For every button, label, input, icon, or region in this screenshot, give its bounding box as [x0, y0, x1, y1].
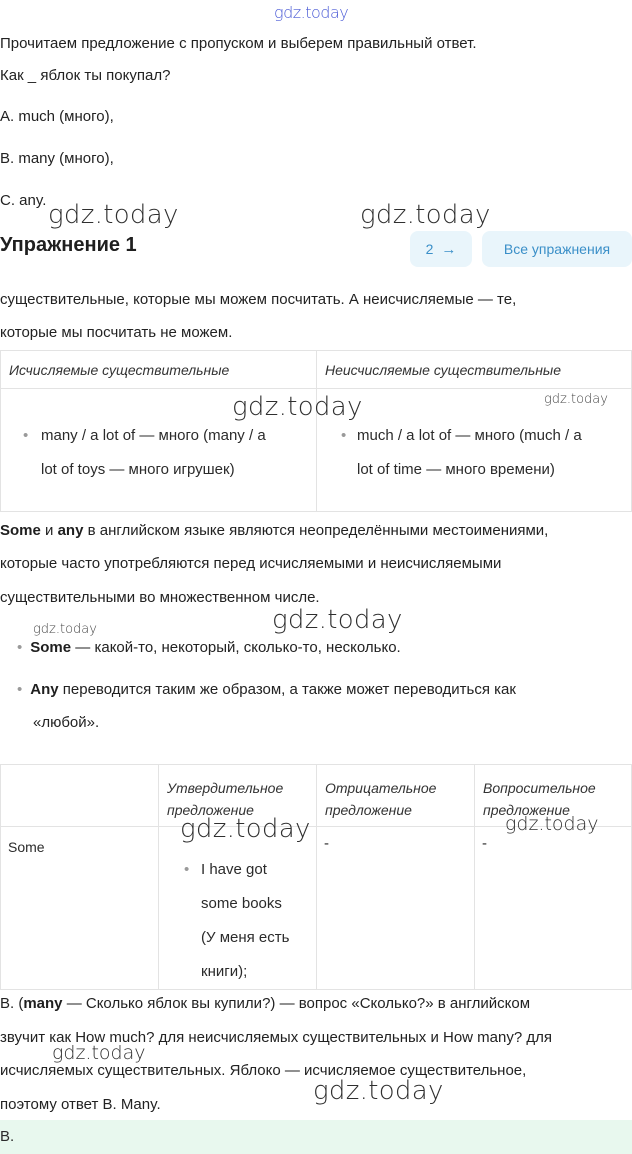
cell-text: many / a lot of — много (many / a — [41, 427, 266, 444]
watermark-small: gdz.today — [544, 392, 608, 407]
table-cell: - — [317, 827, 475, 990]
watermark: gdz.today — [505, 813, 599, 835]
table-cell: • I have got some books (У меня есть книги); — [159, 827, 317, 990]
arrow-right-icon: → — [441, 240, 457, 258]
paragraph-line: существительные, которые мы можем посчитать. А неисчисляемые — те, — [0, 291, 517, 308]
table-header-cell: Отрицательное предложение — [317, 765, 475, 827]
bullet-icon: • — [184, 861, 190, 878]
cell-text: much / a lot of — много (much / a — [357, 427, 582, 444]
bullet-icon: • — [23, 427, 29, 444]
paragraph-line: звучит как How much? для неисчисляемых существительных и How many? для — [0, 1029, 552, 1046]
watermark: gdz.today — [272, 605, 403, 635]
answer-text: B. — [0, 1128, 15, 1145]
list-item-line: «любой». — [33, 714, 100, 731]
paragraph-line: существительными во множественном числе. — [0, 589, 320, 606]
paragraph-line: которые мы посчитать не можем. — [0, 324, 233, 341]
table-header-cell: Исчисляемые существительные — [1, 351, 317, 389]
option-b: B. many (много), — [0, 150, 114, 167]
watermark: gdz.today — [313, 1076, 444, 1106]
next-exercise-label: 2 — [425, 241, 434, 257]
option-a: A. much (много), — [0, 108, 114, 125]
watermark: gdz.today — [232, 392, 363, 422]
exercise-title: Упражнение 1 — [0, 234, 137, 256]
watermark: gdz.today — [48, 200, 179, 230]
cell-text: lot of time — много времени) — [357, 461, 555, 478]
nouns-table — [0, 350, 632, 512]
table-cell: Some — [1, 827, 159, 990]
list-item: • Any переводится таким же образом, а также может переводиться как — [17, 681, 516, 698]
watermark: gdz.today — [360, 200, 491, 230]
paragraph-line: Some и any в английском языке являются неопределёнными местоимениями, — [0, 522, 549, 539]
bullet-icon: • — [341, 427, 347, 444]
cell-text: lot of toys — много игрушек) — [41, 461, 235, 478]
next-exercise-button[interactable] — [410, 231, 472, 267]
bullet-icon: • — [17, 681, 23, 698]
watermark: gdz.today — [180, 814, 311, 844]
all-exercises-label: Все упражнения — [503, 241, 611, 257]
option-c: C. any. — [0, 192, 47, 209]
table-header-cell: Неисчисляемые существительные — [317, 351, 632, 389]
intro-text: Прочитаем предложение с пропуском и выберем правильный ответ. — [0, 35, 477, 52]
table-header-cell: Вопросительное предложение — [475, 765, 632, 827]
question-text: Как _ яблок ты покупал? — [0, 67, 171, 84]
watermark-small: gdz.today — [33, 622, 97, 637]
all-exercises-button[interactable] — [482, 231, 632, 267]
paragraph-line: поэтому ответ B. Many. — [0, 1096, 161, 1113]
table-cell: - — [475, 827, 632, 990]
paragraph-line: которые часто употребляются перед исчисляемыми и неисчисляемыми — [0, 555, 502, 572]
bullet-icon: • — [17, 639, 23, 656]
answer-box — [0, 1120, 632, 1154]
table-header-cell: Утвердительное предложение — [159, 765, 317, 827]
watermark-top: gdz.today — [274, 3, 349, 22]
watermark: gdz.today — [52, 1042, 146, 1064]
paragraph-line: B. (many — Сколько яблок вы купили?) — вопрос «Сколько?» в английском — [0, 995, 531, 1012]
table-header-cell — [1, 765, 159, 827]
some-any-table — [0, 764, 632, 990]
list-item: • Some — какой-то, некоторый, сколько-то, несколько. — [17, 639, 401, 656]
paragraph-line: исчисляемых существительных. Яблоко — исчисляемое существительное, — [0, 1062, 527, 1079]
